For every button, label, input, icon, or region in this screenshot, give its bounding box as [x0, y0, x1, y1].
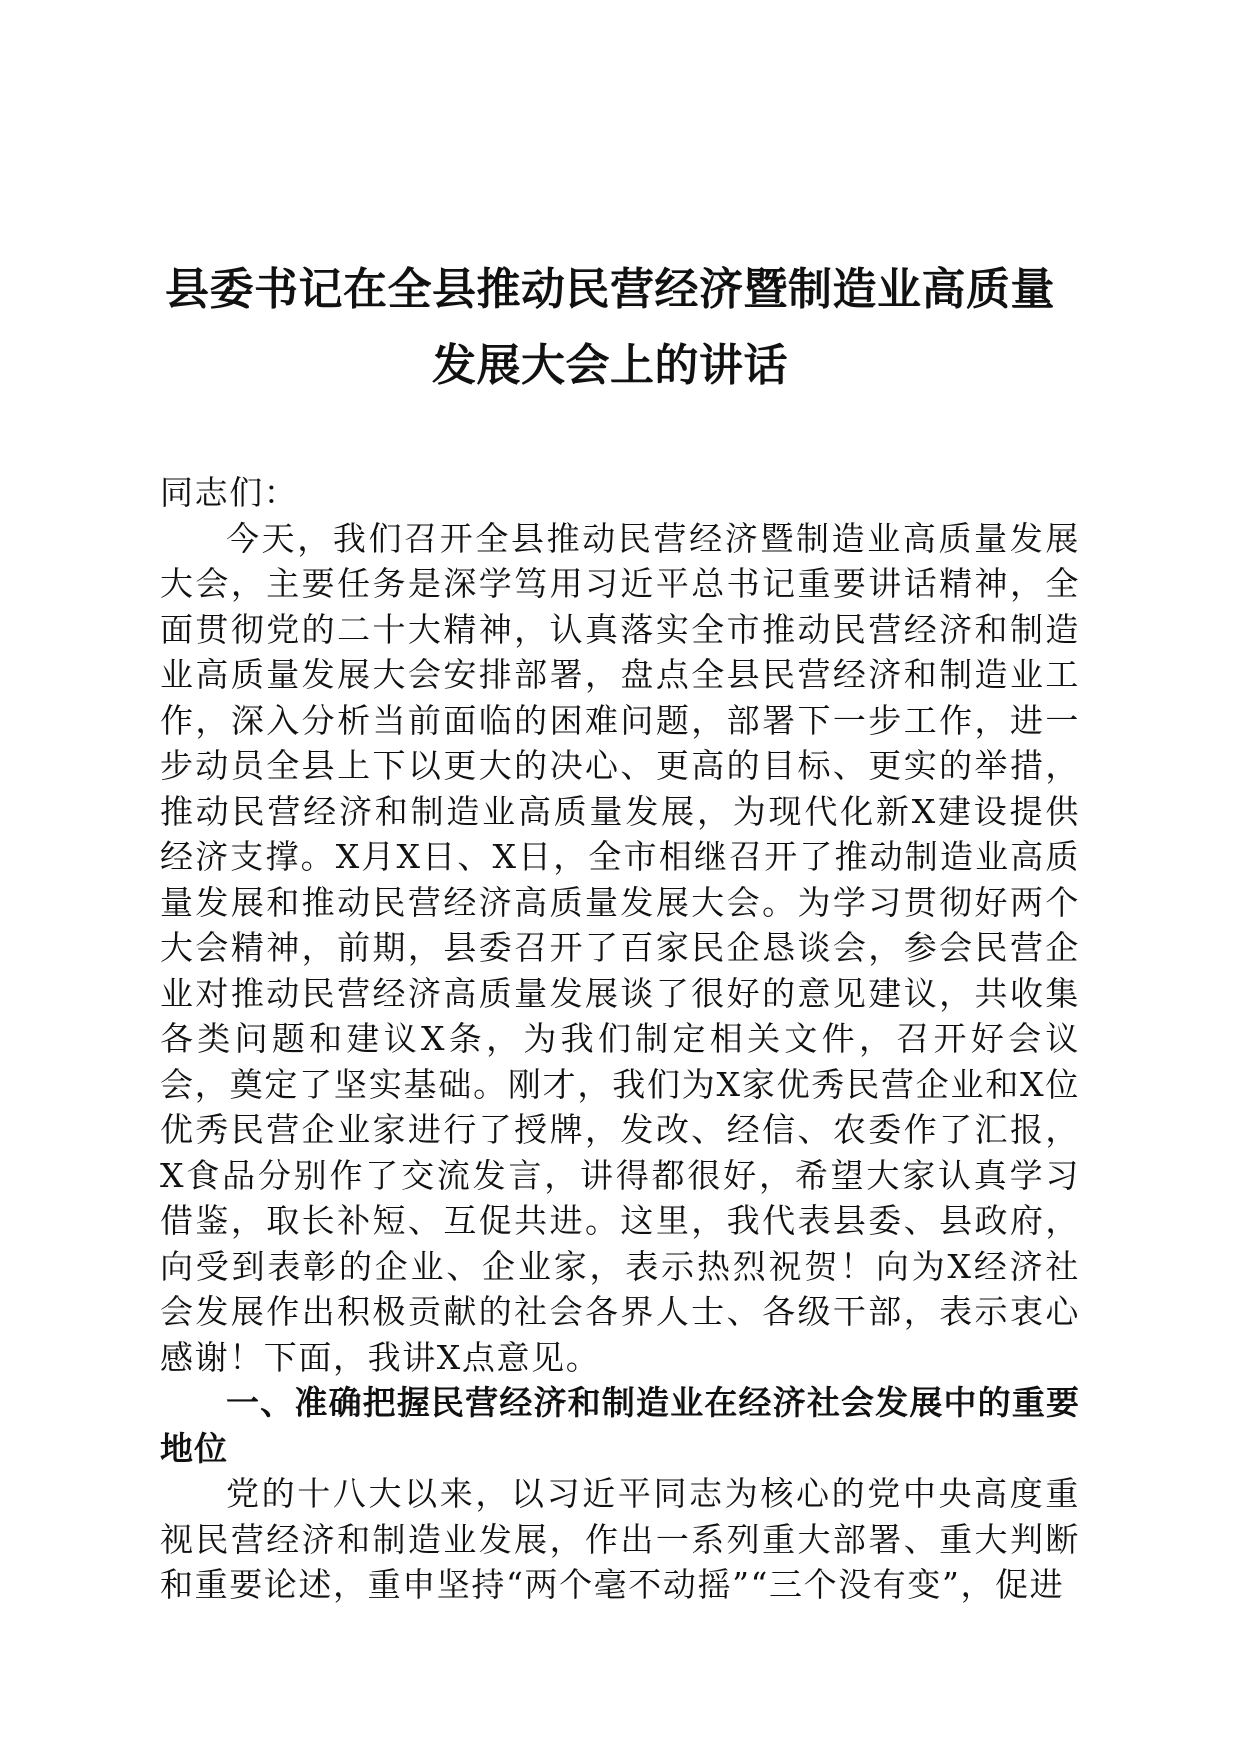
document-title [140, 252, 1080, 404]
title-line-2: 发展大会上的讲话 [432, 340, 788, 391]
paragraph-section-1: 党的十八大以来，以习近平同志为核心的党中央高度重视民营经济和制造业发展，作出一系列重大部署、重大判断和重要论述，重申坚持“两个毫不动摇”“三个没有变”，促进 [160, 1474, 1080, 1604]
salutation: 同志们： [160, 473, 299, 512]
section-heading-1: 一、准确把握民营经济和制造业在经济社会发展中的重要地位 [160, 1383, 1080, 1468]
document-body [160, 470, 1080, 1608]
title-line-1: 县委书记在全县推动民营经济暨制造业高质量 [165, 264, 1055, 315]
paragraph-intro: 今天，我们召开全县推动民营经济暨制造业高质量发展大会，主要任务是深学笃用习近平总书记重要讲话精神，全面贯彻党的二十大精神，认真落实全市推动民营经济和制造业高质量发展大会安排部署，盘点全县民营经济和制造业工作，深入分析当前面临的困难问题，部署下一步工作，进一步动员全县上下以更大的决心、更高的目标、更实的举措，推动民营经济和制造业高质量发展，为现代化新X建设提供经济支撑。X月X日、X日，全市相继召开了推动制造业高质量发展和推动民营经济高质量发展大会。为学习贯彻好两个大会精神，前期，县委召开了百家民企恳谈会，参会民营企业对推动民营经济高质量发展谈了很好的意见建议，共收集各类问题和建议X条，为我们制定相关文件，召开好会议会，奠定了坚实基础。刚才，我们为X家优秀民营企业和X位优秀民营企业家进行了授牌，发改、经信、农委作了汇报，X食品分别作了交流发言，讲得都很好，希望大家认真学习借鉴，取长补短、互促共进。这里，我代表县委、县政府，向受到表彰的企业、企业家，表示热烈祝贺！向为X经济社会发展作出积极贡献的社会各界人士、各级干部，表示衷心感谢！下面，我讲X点意见。 [160, 518, 1080, 1377]
